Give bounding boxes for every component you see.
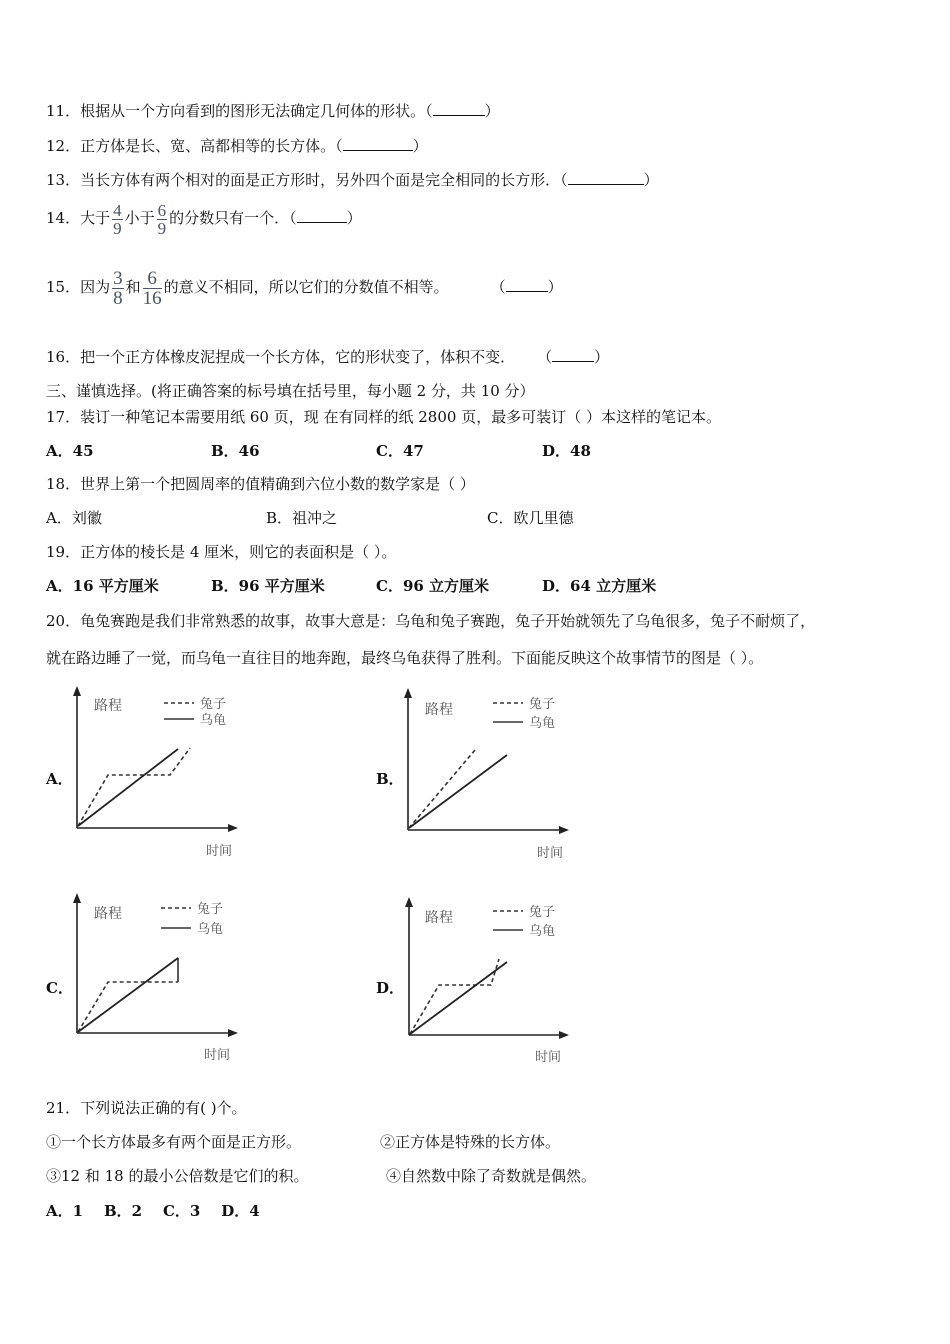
q17-option-a[interactable]: A．45 bbox=[46, 442, 94, 460]
y-axis-arrow bbox=[404, 688, 412, 698]
q17-option-c[interactable]: C．47 bbox=[376, 442, 424, 460]
fraction-4-9: $\frac{4}{9}$ bbox=[113, 200, 122, 238]
question-16: 16．把一个正方体橡皮泥捏成一个长方体，它的形状变了，体积不变． （ ） bbox=[46, 348, 610, 366]
question-12: 12．正方体是长、宽、高都相等的长方体。（ ） bbox=[46, 137, 428, 155]
rabbit-line bbox=[409, 750, 475, 828]
graph-a[interactable] bbox=[66, 684, 246, 860]
turtle-line bbox=[410, 962, 507, 1034]
legend-turtle: 乌龟 bbox=[529, 716, 556, 731]
graph-b[interactable] bbox=[397, 686, 577, 862]
legend-rabbit: 兔子 bbox=[200, 697, 227, 712]
q21-statement-1: ①一个长方体最多有两个面是正方形。 bbox=[46, 1133, 302, 1151]
legend-rabbit: 兔子 bbox=[529, 905, 556, 920]
x-axis-arrow bbox=[559, 826, 569, 834]
answer-blank-14[interactable] bbox=[297, 208, 347, 223]
rabbit-curve bbox=[78, 748, 190, 826]
legend-turtle: 乌龟 bbox=[200, 713, 227, 728]
q17-option-d[interactable]: D．48 bbox=[542, 442, 591, 460]
legend-rabbit: 兔子 bbox=[529, 697, 556, 712]
rabbit-curve bbox=[410, 959, 499, 1034]
turtle-line bbox=[409, 755, 507, 828]
q18-option-b[interactable]: B．祖冲之 bbox=[266, 509, 338, 527]
fraction-6-16: $\frac{6}{16}$ bbox=[142, 267, 162, 309]
y-axis-arrow bbox=[73, 893, 81, 903]
q17-option-b[interactable]: B．46 bbox=[211, 442, 260, 460]
q20-option-c-label[interactable]: C． bbox=[46, 979, 73, 997]
question-20-line-2: 就在路边睡了一觉，而乌龟一直往目的地奔跑，最终乌龟获得了胜利。下面能反映这个故事情节的图是（ ）。 bbox=[46, 649, 764, 667]
legend-turtle: 乌龟 bbox=[197, 922, 224, 937]
q19-option-d[interactable]: D．64 立方厘米 bbox=[542, 577, 657, 595]
graph-d[interactable] bbox=[397, 895, 577, 1071]
q21-statement-2: ②正方体是特殊的长方体。 bbox=[380, 1133, 561, 1151]
answer-blank-16[interactable] bbox=[552, 347, 594, 362]
section-3-heading: 三、谨慎选择。(将正确答案的标号填在括号里，每小题 2 分，共 10 分） bbox=[46, 382, 535, 400]
x-label: 时间 bbox=[537, 846, 564, 861]
question-20-line-1: 20．龟兔赛跑是我们非常熟悉的故事，故事大意是：乌龟和兔子赛跑，兔子开始就领先了乌龟很多，兔子不耐烦了， bbox=[46, 612, 816, 630]
legend-turtle: 乌龟 bbox=[529, 924, 556, 939]
q21-options[interactable]: A．1 B．2 C．3 D．4 bbox=[46, 1202, 260, 1220]
fraction-3-8: $\frac{3}{8}$ bbox=[113, 267, 123, 309]
question-11: 11．根据从一个方向看到的图形无法确定几何体的形状。（ ） bbox=[46, 102, 500, 120]
q21-statement-3: ③12 和 18 的最小公倍数是它们的积。 bbox=[46, 1167, 309, 1185]
question-18: 18．世界上第一个把圆周率的值精确到六位小数的数学家是（ ） bbox=[46, 475, 475, 493]
question-17: 17．装订一种笔记本需要用纸 60 页，现 在有同样的纸 2800 页，最多可装订（ ）本这样的笔记本。 bbox=[46, 408, 721, 426]
turtle-line bbox=[78, 749, 178, 826]
y-label: 路程 bbox=[94, 906, 122, 922]
y-label: 路程 bbox=[425, 910, 453, 926]
q18-option-a[interactable]: A．刘徽 bbox=[46, 509, 102, 527]
question-13: 13．当长方体有两个相对的面是正方形时，另外四个面是完全相同的长方形．（ ） bbox=[46, 171, 659, 189]
question-21: 21．下列说法正确的有( )个。 bbox=[46, 1099, 247, 1117]
y-axis-arrow bbox=[405, 897, 413, 907]
x-label: 时间 bbox=[204, 1048, 231, 1063]
q20-option-d-label[interactable]: D． bbox=[376, 979, 405, 997]
x-axis-arrow bbox=[559, 1031, 569, 1039]
answer-blank-12[interactable] bbox=[343, 136, 413, 151]
rabbit-curve bbox=[78, 982, 178, 1032]
q19-option-c[interactable]: C．96 立方厘米 bbox=[376, 577, 490, 595]
q20-option-a-label[interactable]: A． bbox=[46, 770, 73, 788]
q19-option-b[interactable]: B．96 平方厘米 bbox=[211, 577, 325, 595]
turtle-line bbox=[78, 958, 178, 1032]
y-label: 路程 bbox=[425, 702, 453, 718]
question-14: 14．大于 $\frac{4}{9}$ 小于 $\frac{6}{9}$ 的分数只有一个．（ ） bbox=[46, 200, 362, 238]
q21-statement-4: ④自然数中除了奇数就是偶然。 bbox=[386, 1167, 597, 1185]
fraction-6-9: $\frac{6}{9}$ bbox=[157, 200, 167, 238]
question-15: 15．因为 $\frac{3}{8}$ 和 $\frac{6}{16}$ 的意义不相同，所以它们的分数值不相等。 （ ） bbox=[46, 267, 563, 309]
answer-blank-13[interactable] bbox=[568, 170, 644, 185]
legend-rabbit: 兔子 bbox=[197, 902, 224, 917]
graph-c[interactable] bbox=[66, 891, 246, 1067]
answer-blank-15[interactable] bbox=[506, 277, 548, 292]
answer-blank-11[interactable] bbox=[433, 101, 485, 116]
x-axis-arrow bbox=[228, 1029, 238, 1037]
x-axis-arrow bbox=[228, 824, 238, 832]
y-axis-arrow bbox=[73, 686, 81, 696]
q20-option-b-label[interactable]: B． bbox=[376, 770, 404, 788]
y-label: 路程 bbox=[94, 698, 122, 714]
q19-option-a[interactable]: A．16 平方厘米 bbox=[46, 577, 159, 595]
x-label: 时间 bbox=[206, 844, 233, 859]
x-label: 时间 bbox=[535, 1050, 562, 1065]
q18-option-c[interactable]: C．欧几里德 bbox=[487, 509, 574, 527]
question-19: 19．正方体的棱长是 4 厘米，则它的表面积是（ ）。 bbox=[46, 543, 397, 561]
